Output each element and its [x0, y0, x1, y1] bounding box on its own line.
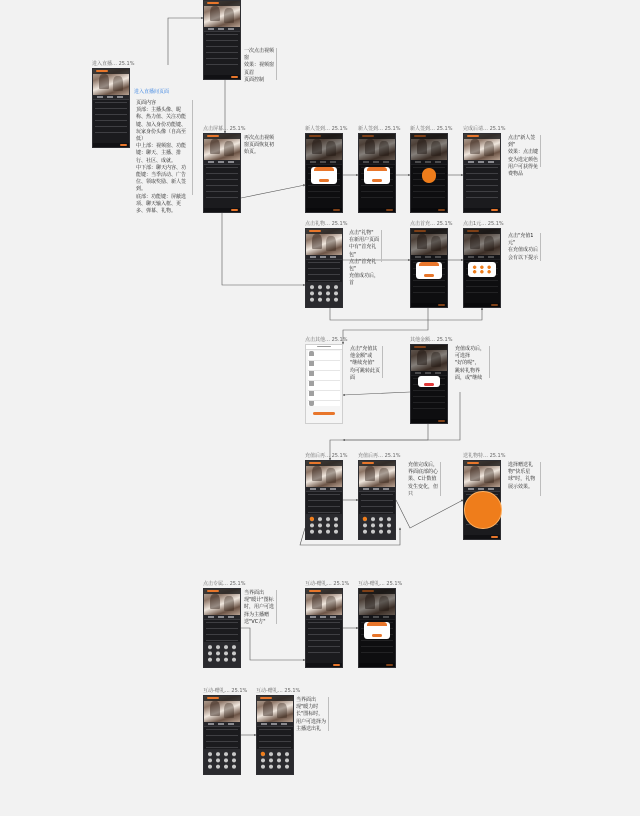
annotation-new: 点击"新人签到" 效果：点击键变为选定颜色 用户可获得免费物品	[508, 135, 541, 167]
bottom-toolbar[interactable]	[411, 419, 447, 423]
gift-effect-circle	[464, 491, 501, 528]
annotation-other: 点击"充值其他金额"或 "继续充值" 均可跳转此页面	[350, 346, 383, 378]
screen-frame-gift2[interactable]	[410, 228, 448, 308]
room-tabs[interactable]	[306, 487, 342, 492]
screen-frame-inter1[interactable]	[305, 588, 343, 668]
screen-frame-click[interactable]	[203, 133, 241, 213]
screen-frame-gift[interactable]	[305, 228, 343, 308]
frame-label: 点击1元… 25.1%	[463, 221, 504, 227]
gift-panel[interactable]	[204, 642, 240, 667]
frame-label: 新人签到… 25.1%	[305, 126, 348, 132]
screen-frame-new3[interactable]	[410, 133, 448, 213]
annotation-click: 再次点击视频窗页面恢复初始页。	[244, 135, 275, 156]
live-video[interactable]	[411, 134, 447, 160]
room-tabs[interactable]	[411, 160, 447, 165]
gift-panel[interactable]	[257, 749, 293, 774]
frame-label: 充值后再… 25.1%	[305, 453, 348, 459]
screen-frame-pick[interactable]	[463, 460, 501, 540]
live-video[interactable]	[411, 229, 447, 255]
room-tabs[interactable]	[257, 722, 293, 727]
frame-label: 其他金额… 25.1%	[410, 337, 453, 343]
gift-panel[interactable]	[359, 514, 395, 539]
screen-frame-other[interactable]	[305, 344, 343, 424]
live-video[interactable]	[411, 345, 447, 371]
recharge-header	[306, 345, 342, 350]
room-tabs[interactable]	[306, 255, 342, 260]
anchor-top-bar	[306, 589, 342, 594]
signin-popup[interactable]	[311, 167, 336, 184]
anchor-top-bar	[359, 134, 395, 139]
anchor-top-bar	[411, 229, 447, 234]
signin-popup[interactable]	[416, 262, 441, 279]
recharge-amount-list[interactable]	[308, 351, 340, 406]
anchor-top-bar	[204, 589, 240, 594]
chat-feed	[95, 102, 127, 138]
frame-label: 互动-赠礼… 25.1%	[203, 688, 248, 694]
bottom-toolbar[interactable]	[306, 663, 342, 667]
anchor-top-bar	[204, 134, 240, 139]
screen-frame-inter4[interactable]	[256, 695, 294, 775]
screen-frame-new2[interactable]	[358, 133, 396, 213]
annotation-guard: 当界面出现"暖计"图标时，用户可选择为主播赠送"VC方"	[244, 590, 277, 624]
frame-label: 点击礼物… 25.1%	[305, 221, 348, 227]
bottom-toolbar[interactable]	[411, 303, 447, 307]
room-tabs[interactable]	[306, 160, 342, 165]
flow-connector-6	[222, 213, 305, 285]
live-video[interactable]	[359, 589, 395, 615]
anchor-top-bar	[411, 134, 447, 139]
frame-label: 互动-赠礼… 25.1%	[358, 581, 403, 587]
anchor-top-bar	[411, 345, 447, 350]
screen-frame-other2[interactable]	[410, 344, 448, 424]
reward-circle[interactable]	[422, 168, 436, 182]
anchor-top-bar	[464, 461, 500, 466]
frame-label: 新人签到… 25.1%	[410, 126, 453, 132]
frame-label: 完成后请… 25.1%	[463, 126, 506, 132]
live-video[interactable]	[359, 134, 395, 160]
room-tabs[interactable]	[93, 95, 129, 100]
anchor-top-bar	[204, 696, 240, 701]
pay-button[interactable]	[313, 412, 335, 415]
chat-feed	[206, 167, 238, 203]
room-tabs[interactable]	[306, 615, 342, 620]
anchor-top-bar	[306, 229, 342, 234]
bottom-toolbar[interactable]	[204, 75, 240, 79]
room-tabs[interactable]	[411, 255, 447, 260]
flow-connector-15	[396, 500, 463, 528]
bottom-toolbar[interactable]	[359, 208, 395, 212]
screen-frame-new1[interactable]	[305, 133, 343, 213]
note-title: 进入直播间页面	[134, 89, 170, 95]
frame-label: 进入直播… 25.1%	[92, 61, 135, 67]
room-tabs[interactable]	[204, 160, 240, 165]
annotation-paid: 充值完成后，界面底部的心果、C计数值发生变化，但只	[408, 462, 441, 496]
bottom-toolbar[interactable]	[93, 143, 129, 147]
frame-label: 点击其他… 25.1%	[305, 337, 348, 343]
frame-label: 充值后再… 25.1%	[358, 453, 401, 459]
frame-label: 互动-赠礼… 25.1%	[256, 688, 301, 694]
annotation-gift: 点击"礼物" 在新用户页面中有"首充礼包" 点击"首充礼包" 充值成功后，首	[349, 230, 382, 262]
anchor-top-bar	[93, 69, 129, 74]
chat-feed	[308, 622, 340, 658]
frame-label: 新人签到… 25.1%	[358, 126, 401, 132]
anchor-top-bar	[257, 696, 293, 701]
bottom-toolbar[interactable]	[359, 663, 395, 667]
room-tabs[interactable]	[204, 722, 240, 727]
frame-label: 点击首充… 25.1%	[410, 221, 453, 227]
bottom-toolbar[interactable]	[306, 208, 342, 212]
annotation-other2: 充值成功后，可选择 "好的呢"， 跳转礼物界面，或"继续	[455, 346, 490, 378]
screen-frame-done[interactable]	[463, 133, 501, 213]
bottom-toolbar[interactable]	[411, 208, 447, 212]
screen-frame-top[interactable]	[203, 0, 241, 80]
screen-frame-guard[interactable]	[203, 588, 241, 668]
anchor-top-bar	[464, 229, 500, 234]
frame-label: 送礼物特… 25.1%	[463, 453, 506, 459]
annotation-intro: 页面内容 顶部：主播头像、昵称、热力值、关注功能键、加入身份功能键、玩家身份头像（自高至低） 中上部：视频窗、功能键：聊天、主播、排行、社区、成就。 中下部：聊天内容、功能键：当季活动、广告位、领取奖励、新人签到。 底部：功能键：屏蔽选项、聊天输入框、更多、弹幕、礼物。	[136, 100, 193, 195]
frame-label: 互动-赠礼… 25.1%	[305, 581, 350, 587]
gift-panel[interactable]	[306, 514, 342, 539]
annotation-inter: 当界面出现"暖力时长"图标时，用户可选择为主播送出礼	[296, 697, 329, 731]
anchor-top-bar	[359, 461, 395, 466]
signin-popup[interactable]	[364, 167, 389, 184]
recharge-success-dialog[interactable]	[418, 376, 440, 387]
screen-frame-gift3[interactable]	[463, 228, 501, 308]
bottom-toolbar[interactable]	[464, 303, 500, 307]
annotation-gift3: 点击"充值1元" 在充值成功后会有以下提示	[508, 233, 541, 261]
frame-label: 点击屏幕… 25.1%	[203, 126, 246, 132]
flow-connector-9	[330, 308, 482, 320]
room-tabs[interactable]	[359, 487, 395, 492]
room-tabs[interactable]	[464, 255, 500, 260]
anchor-top-bar	[204, 1, 240, 6]
flow-connector-17	[241, 628, 305, 660]
screen-frame-paid2[interactable]	[358, 460, 396, 540]
anchor-top-bar	[464, 134, 500, 139]
screen-frame-inter3[interactable]	[203, 695, 241, 775]
bottom-toolbar[interactable]	[464, 208, 500, 212]
live-video[interactable]	[464, 229, 500, 255]
room-tabs[interactable]	[359, 615, 395, 620]
anchor-top-bar	[306, 134, 342, 139]
anchor-top-bar	[359, 589, 395, 594]
annotation-top: 一次点击视频窗 效果：视频窗页眉 页面控制	[244, 48, 277, 80]
gift-panel[interactable]	[306, 282, 342, 307]
room-tabs[interactable]	[411, 371, 447, 376]
recharge-options[interactable]	[468, 262, 495, 278]
flow-connector-2	[241, 185, 305, 198]
flow-connector-0	[168, 18, 203, 65]
screen-frame-paid1[interactable]	[305, 460, 343, 540]
chat-feed	[466, 167, 498, 203]
frame-label: 点击专属… 25.1%	[203, 581, 246, 587]
bottom-toolbar[interactable]	[464, 535, 500, 539]
annotation-pick: 选择赠送礼物"快乐星球"时，礼物展示效果。	[508, 462, 541, 496]
anchor-top-bar	[306, 461, 342, 466]
bottom-toolbar[interactable]	[204, 208, 240, 212]
room-tabs[interactable]	[464, 160, 500, 165]
room-tabs[interactable]	[204, 615, 240, 620]
screen-frame-enter[interactable]	[92, 68, 130, 148]
room-tabs[interactable]	[359, 160, 395, 165]
signin-popup[interactable]	[364, 622, 389, 639]
room-tabs[interactable]	[204, 27, 240, 32]
gift-panel[interactable]	[204, 749, 240, 774]
flow-connector-11	[343, 392, 410, 395]
chat-feed	[206, 34, 238, 70]
screen-frame-inter2[interactable]	[358, 588, 396, 668]
live-video[interactable]	[306, 134, 342, 160]
